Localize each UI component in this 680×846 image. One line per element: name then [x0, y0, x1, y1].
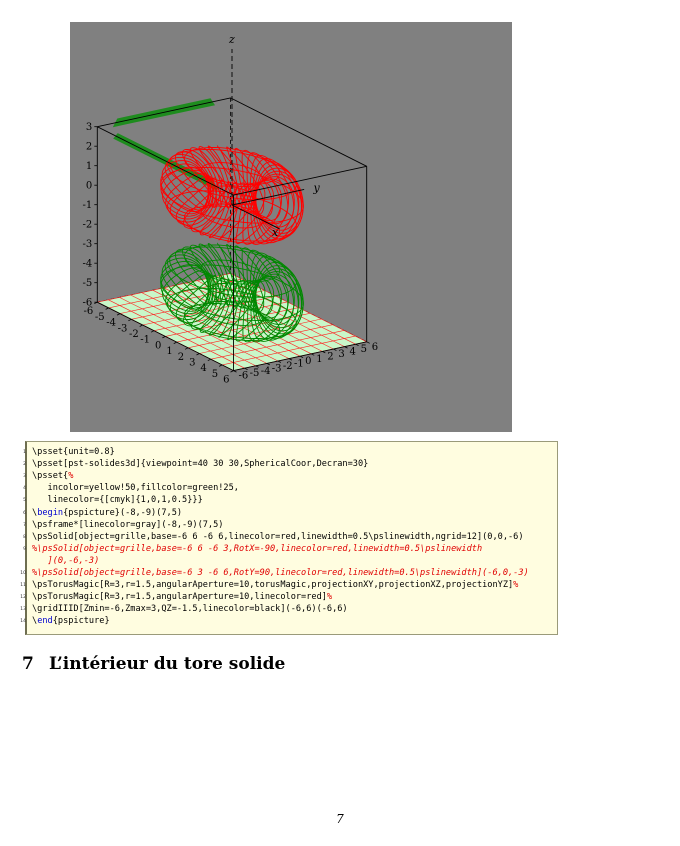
x-tick-label: -5	[94, 311, 105, 323]
z-tick-label: 3	[85, 122, 93, 134]
x-tick	[208, 359, 211, 361]
code-line-number: 10	[20, 571, 26, 576]
code-keyword: end	[37, 616, 53, 627]
x-tick-label: 5	[211, 368, 219, 380]
code-comment-text: ](0,-6,-3)	[32, 555, 100, 566]
code-line	[32, 531, 524, 543]
x-tick	[140, 325, 143, 327]
code-text: {pspicture}(-8,-9)(7,5)	[63, 507, 183, 518]
axis-name-z: z	[229, 33, 235, 47]
x-tick	[219, 365, 222, 367]
z-tick-label: 2	[85, 141, 93, 153]
code-text: \psTorusMagic[R=3,r=1.5,angularAperture=10,linecolor=red]	[32, 592, 327, 603]
y-tick-label: 3	[338, 349, 345, 360]
code-comment-mark: %	[326, 592, 333, 603]
x-tick	[185, 348, 188, 350]
y-tick	[234, 371, 237, 373]
x-tick-label: 4	[200, 363, 207, 375]
y-tick-label: 5	[360, 344, 367, 356]
code-line-number: 6	[23, 510, 26, 516]
code-line-number: 11	[20, 583, 26, 589]
code-line-number: 4	[23, 486, 26, 492]
code-text: \	[32, 616, 38, 627]
y-tick-label: -3	[271, 363, 282, 375]
y-tick	[333, 349, 336, 351]
code-text: \psTorusMagic[R=3,r=1.5,angularAperture=10,torusMagic,projectionXY,projectionXZ,projectionYZ]	[32, 580, 514, 591]
code-text: \psframe*[linecolor=gray](-8,-9)(7,5)	[32, 519, 224, 530]
z-tick-label: -3	[82, 239, 93, 251]
code-line	[32, 470, 73, 482]
section-title: L’intérieur du tore solide	[49, 654, 286, 674]
code-text: \gridIIID[Zmin=-6,Zmax=3,QZ=-1.5,linecolor=black](-6,6)(-6,6)	[32, 604, 348, 615]
code-line	[32, 579, 518, 591]
y-tick-label: 6	[371, 341, 379, 353]
box-edge	[97, 98, 230, 127]
code-line	[32, 555, 99, 567]
section-number: 7	[22, 654, 34, 674]
y-tick	[267, 363, 270, 365]
y-tick	[300, 356, 303, 358]
code-line-number: 8	[23, 534, 26, 540]
x-tick	[117, 314, 120, 316]
code-text: \psset{unit=0.8}	[32, 447, 115, 457]
y-tick-label: -1	[294, 358, 304, 370]
y-tick-label: -4	[260, 365, 271, 377]
z-tick-label: -1	[82, 200, 93, 212]
z-tick-label: -2	[82, 219, 93, 231]
x-tick	[151, 331, 154, 333]
code-line	[32, 591, 332, 603]
code-listing	[20, 441, 558, 635]
code-text: \psset[pst-solides3d]{viewpoint=40 30 30,SphericalCoor,Decran=30}	[32, 459, 369, 470]
x-tick-label: -2	[128, 329, 139, 340]
code-text: \psSolid[object=grille,base=-6 6 -6 6,linecolor=red,linewidth=0.5\pslinewidth,ngrid=12](0,0,-6)	[32, 531, 524, 542]
y-tick	[356, 344, 359, 346]
z-tick-label: 0	[85, 180, 93, 192]
code-line-number: 2	[23, 462, 26, 468]
axis-name-y: y	[313, 181, 320, 195]
code-line-number: 3	[23, 474, 26, 480]
code-line	[32, 603, 348, 615]
code-line-number: 13	[20, 607, 26, 613]
y-tick-label: 0	[305, 356, 312, 368]
y-tick-label: -6	[238, 370, 249, 382]
section-heading	[22, 654, 285, 674]
z-tick-label: 1	[85, 161, 93, 173]
code-line	[32, 446, 115, 458]
code-line-number: 14	[20, 619, 26, 625]
code-text: linecolor={[cmyk]{1,0,1,0.5}}}	[32, 495, 203, 506]
code-keyword: begin	[37, 507, 64, 518]
axis-name-x: x	[271, 226, 279, 240]
x-tick-label: -4	[106, 317, 116, 329]
code-line-number: 5	[23, 498, 26, 504]
code-line	[32, 507, 182, 519]
code-comment-mark: %	[68, 471, 74, 482]
z-tick-label: -5	[82, 278, 93, 290]
x-tick-label: 2	[177, 351, 185, 363]
code-line-number: 9	[23, 546, 26, 552]
x-tick	[196, 354, 199, 356]
code-text: incolor=yellow!50,fillcolor=green!25,	[32, 483, 239, 494]
code-line-number: 1	[23, 450, 26, 455]
y-tick-label: -5	[249, 368, 260, 380]
y-tick-label: 2	[327, 351, 334, 363]
code-line-number: 12	[20, 595, 26, 601]
code-comment-mark: %	[513, 580, 519, 591]
code-text: {pspicture}	[52, 616, 110, 627]
x-tick	[106, 308, 109, 310]
y-tick	[278, 361, 281, 363]
x-tick-label: 6	[223, 374, 230, 386]
code-text: \psset{	[32, 471, 69, 482]
code-line	[32, 482, 239, 494]
code-line	[32, 519, 223, 531]
z-tick-label: -4	[82, 258, 93, 270]
y-tick	[345, 347, 348, 349]
y-tick-label: -2	[282, 361, 293, 372]
x-tick	[128, 319, 131, 321]
x-tick	[231, 371, 234, 373]
y-tick-label: 1	[316, 353, 323, 365]
y-tick	[367, 342, 370, 344]
y-tick	[289, 359, 292, 361]
x-tick	[162, 336, 165, 338]
x-tick-label: 3	[189, 357, 196, 369]
box-edge	[231, 98, 367, 166]
x-tick	[174, 342, 177, 344]
z-tick-label: -6	[82, 297, 93, 309]
x-tick-label: -6	[83, 306, 94, 318]
code-line	[32, 494, 203, 506]
code-line	[32, 615, 110, 627]
code-text: \	[32, 507, 38, 518]
y-tick-label: 4	[349, 346, 356, 358]
y-tick	[311, 354, 314, 356]
x-tick-label: 1	[166, 346, 173, 358]
code-line	[32, 567, 529, 579]
y-tick	[322, 351, 325, 353]
y-tick	[245, 368, 248, 370]
code-line	[32, 543, 482, 555]
x-tick-label: -3	[117, 323, 128, 335]
code-line-number: 7	[23, 522, 26, 528]
torus-3d-plot	[70, 22, 512, 432]
code-line	[32, 458, 368, 470]
code-comment-text: %\psSolid[object=grille,base=-6 3 -6 6,RotY=90,linecolor=red,linewidth=0.5\pslinewidth](-6,0,-3)	[32, 568, 529, 578]
code-comment-text: %\psSolid[object=grille,base=-6 6 -6 3,RotX=-90,linecolor=red,linewidth=0.5\pslinewidth	[32, 543, 483, 554]
page-number: 7	[336, 812, 344, 826]
x-tick-label: -1	[140, 334, 151, 346]
torus-figure	[70, 22, 512, 432]
x-tick-label: 0	[155, 340, 162, 352]
y-tick	[256, 366, 259, 368]
